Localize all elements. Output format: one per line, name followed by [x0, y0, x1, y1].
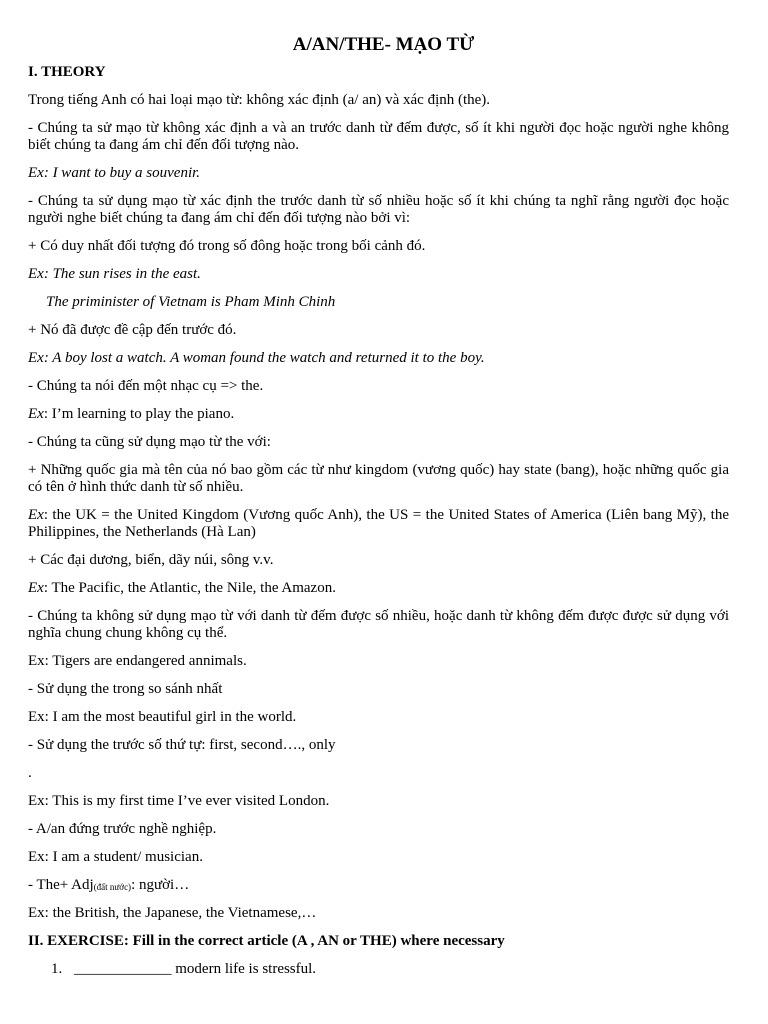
- example-tigers: Ex: Tigers are endangered annimals.: [28, 653, 247, 669]
- mentioned-before-rule: + Nó đã được đề cập đến trước đó.: [28, 322, 237, 338]
- example-text: : I’m learning to play the piano.: [43, 406, 235, 422]
- definite-article-rule: - Chúng ta sử dụng mạo từ xác định the trước danh từ số nhiều hoặc số ít khi chúng ta nghĩ rằng người đọc hoặc người nghe biết chúng ta đang ám chỉ đến đối tượng nào bởi vì:: [28, 193, 729, 226]
- example-superlative: Ex: I am the most beautiful girl in the world.: [28, 709, 297, 725]
- stray-dot: .: [28, 765, 32, 781]
- example-london: Ex: This is my first time I’ve ever visited London.: [28, 793, 330, 809]
- no-article-rule: - Chúng ta không sử dụng mạo từ với danh từ đếm được số nhiều, hoặc danh từ không đếm được được sử dụng với nghĩa chung chung không cụ thể.: [28, 608, 729, 641]
- example-priminister: The priminister of Vietnam is Pham Minh Chinh: [46, 294, 336, 310]
- example-text: : A boy lost a watch. A woman found the watch and returned it to the boy.: [43, 350, 485, 366]
- example-oceans: [28, 580, 729, 597]
- page-title: A/AN/THE- MẠO TỪ: [292, 34, 475, 55]
- unique-object-rule: + Có duy nhất đối tượng đó trong số đông hoặc trong bối cảnh đó.: [28, 238, 426, 254]
- example-label: Ex: [28, 406, 44, 422]
- exercise-text: modern life is stressful.: [171, 961, 317, 977]
- example-sun: [28, 266, 729, 283]
- exercise-item: [28, 961, 729, 978]
- exercise-blank[interactable]: _____________: [74, 961, 172, 977]
- profession-rule: - A/an đứng trước nghề nghiệp.: [28, 821, 217, 837]
- intro-paragraph: Trong tiếng Anh có hai loại mạo từ: không xác định (a/ an) và xác định (the).: [28, 92, 491, 108]
- example-countries: [28, 507, 729, 541]
- nationality-rule-end: : người…: [131, 877, 190, 893]
- example-text: : The sun rises in the east.: [43, 266, 201, 282]
- countries-rule: + Những quốc gia mà tên của nó bao gồm các từ như kingdom (vương quốc) hay state (bang), hoặc những quốc gia có tên ở hình thức danh từ số nhiều.: [28, 462, 729, 495]
- ordinal-rule: - Sử dụng the trước số thứ tự: first, second…., only: [28, 737, 336, 753]
- indefinite-article-rule: - Chúng ta sử mạo từ không xác định a và an trước danh từ đếm được, số ít khi người đọc hoặc người nghe không biết chúng ta đang ám chỉ đến đối tượng nào.: [28, 120, 729, 153]
- example-label: Ex: [28, 350, 44, 366]
- example-nationality: Ex: the British, the Japanese, the Vietnamese,…: [28, 905, 317, 921]
- superlative-rule: - Sử dụng the trong so sánh nhất: [28, 681, 223, 697]
- nationality-rule-start: - The+ Adj: [28, 877, 94, 893]
- theory-heading: I. THEORY: [28, 64, 106, 80]
- geography-rule: + Các đại dương, biển, dãy núi, sông v.v.: [28, 552, 274, 568]
- example-label: Ex: [28, 580, 44, 596]
- example-text: : The Pacific, the Atlantic, the Nile, the Amazon.: [43, 580, 336, 596]
- example-profession: Ex: I am a student/ musician.: [28, 849, 203, 865]
- example-label: Ex: [28, 266, 44, 282]
- nationality-rule: [28, 877, 729, 894]
- nationality-rule-subscript: (đất nước): [93, 882, 132, 892]
- instrument-rule: - Chúng ta nói đến một nhạc cụ => the.: [28, 378, 264, 394]
- example-piano: [28, 406, 729, 423]
- exercise-number: 1.: [51, 961, 63, 977]
- exercise-heading: II. EXERCISE: Fill in the correct article (A , AN or THE) where necessary: [28, 933, 505, 949]
- example-watch: [28, 350, 729, 367]
- the-usage-rule: - Chúng ta cũng sử dụng mạo từ the với:: [28, 434, 271, 450]
- example-souvenir: Ex: I want to buy a souvenir.: [28, 165, 201, 181]
- example-text: : the UK = the United Kingdom (Vương quốc Anh), the US = the United States of America (Liên bang Mỹ), the Philippines, the Netherlands (Hà Lan): [28, 507, 729, 540]
- example-label: Ex: [28, 507, 44, 523]
